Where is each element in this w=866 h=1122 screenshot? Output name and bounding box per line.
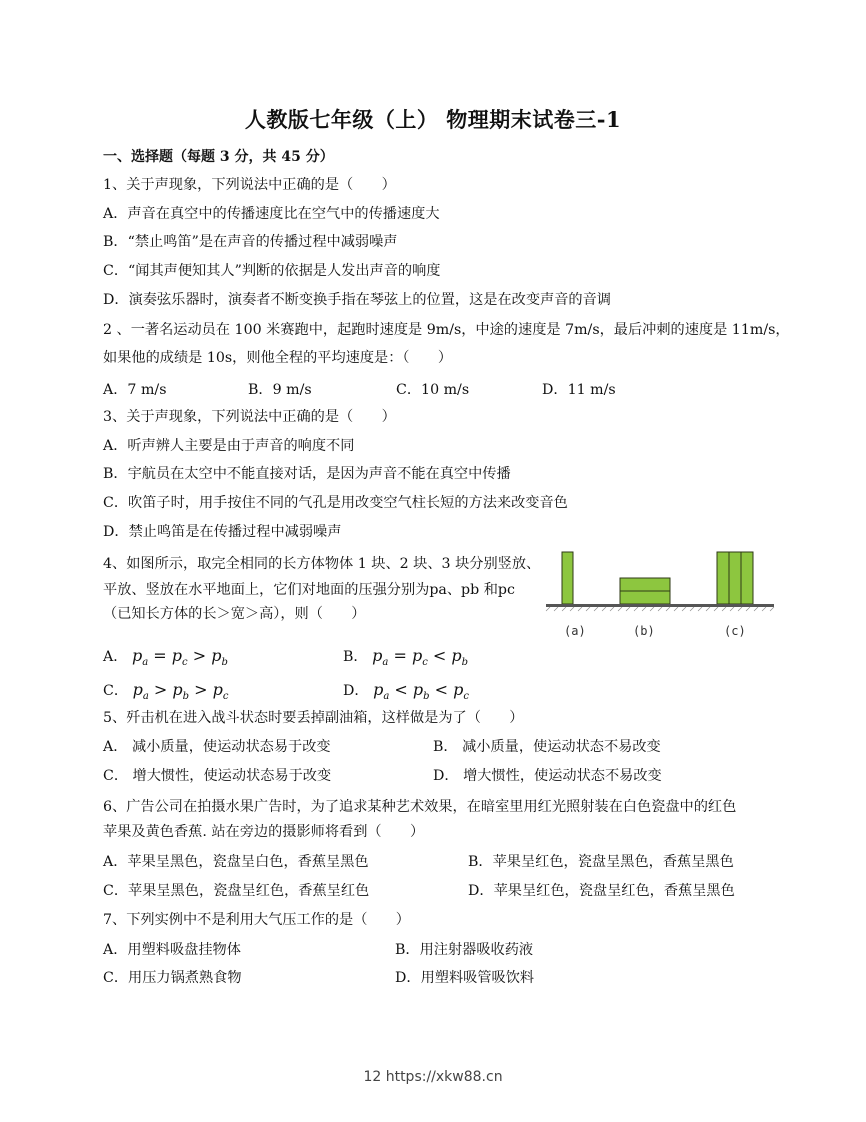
- q3-option-d: D．禁止鸣笛是在传播过程中减弱噪声: [103, 524, 342, 540]
- figure-label-a: (a): [564, 624, 586, 638]
- figure-label-b: (b): [633, 624, 655, 638]
- q1-option-a: A．声音在真空中的传播速度比在空气中的传播速度大: [103, 206, 440, 222]
- q1-option-c: C．“闻其声便知其人”判断的依据是人发出声音的响度: [103, 263, 441, 279]
- q7-option-b: B．用注射器吸收药液: [395, 942, 534, 958]
- q7-option-c: C．用压力锅煮熟食物: [103, 970, 242, 986]
- q1-stem: 1、关于声现象，下列说法中正确的是（ ）: [103, 177, 396, 193]
- q3-option-b: B．宇航员在太空中不能直接对话，是因为声音不能在真空中传播: [103, 466, 511, 482]
- block-c-2: [729, 552, 741, 604]
- q3-option-c: C．吹笛子时，用手按住不同的气孔是用改变空气柱长短的方法来改变音色: [103, 495, 568, 511]
- q4-stem-line1: 4、如图所示，取完全相同的长方体物体 1 块、2 块、3 块分别竖放、: [103, 556, 541, 572]
- q2-stem-line2: 如果他的成绩是 10s，则他全程的平均速度是：（ ）: [103, 350, 453, 366]
- block-a: [562, 552, 573, 604]
- page-title: 人教版七年级（上） 物理期末试卷三-1: [244, 107, 622, 132]
- q4-option-b: B． $p_a = p_c < p_b$: [343, 646, 469, 669]
- q7-option-a: A．用塑料吸盘挂物体: [103, 942, 241, 958]
- q1-option-d: D．演奏弦乐器时，演奏者不断变换手指在琴弦上的位置，这是在改变声音的音调: [103, 292, 611, 308]
- ground-surface: [546, 604, 774, 607]
- q3-option-a: A．听声辨人主要是由于声音的响度不同: [103, 438, 355, 454]
- block-b-bottom: [620, 591, 670, 604]
- page-footer: 12 https://xkw88.cn: [363, 1069, 503, 1085]
- q6-stem-line2: 苹果及黄色香蕉. 站在旁边的摄影师将看到（ ）: [103, 824, 425, 840]
- q6-option-d: D．苹果呈红色，瓷盘呈红色，香蕉呈黑色: [468, 883, 735, 899]
- q5-stem: 5、歼击机在进入战斗状态时要丢掉副油箱，这样做是为了（ ）: [103, 710, 524, 726]
- q2-option-b: B．9 m/s: [248, 382, 312, 398]
- q5-option-a: A． 减小质量，使运动状态易于改变: [103, 739, 331, 755]
- figure-label-c: (c): [724, 624, 746, 638]
- q5-option-c: C． 增大惯性，使运动状态易于改变: [103, 768, 332, 784]
- q2-stem-line1: 2 、一著名运动员在 100 米赛跑中，起跑时速度是 9m/s，中途的速度是 7m/s，最后冲刺的速度是 11m/s，: [103, 322, 790, 338]
- q2-option-d: D．11 m/s: [542, 382, 616, 398]
- q2-option-a: A．7 m/s: [103, 382, 167, 398]
- block-b-top: [620, 578, 670, 591]
- q1-option-b: B．“禁止鸣笛”是在声音的传播过程中减弱噪声: [103, 234, 398, 250]
- q6-option-b: B．苹果呈红色，瓷盘呈黑色，香蕉呈黑色: [468, 854, 734, 870]
- block-c-3: [741, 552, 753, 604]
- q4-option-c: C． $p_a > p_b > p_c$: [103, 680, 229, 703]
- q3-stem: 3、关于声现象，下列说法中正确的是（ ）: [103, 409, 396, 425]
- q2-option-c: C．10 m/s: [396, 382, 470, 398]
- q4-stem-line3: （已知长方体的长＞宽＞高），则（ ）: [103, 606, 366, 622]
- q6-option-c: C．苹果呈黑色，瓷盘呈红色，香蕉呈红色: [103, 883, 370, 899]
- q5-option-b: B． 减小质量，使运动状态不易改变: [433, 739, 661, 755]
- ground-hatching: [546, 607, 774, 611]
- q6-stem-line1: 6、广告公司在拍摄水果广告时，为了追求某种艺术效果，在暗室里用红光照射装在白色瓷盘中的红色: [103, 799, 737, 815]
- q6-option-a: A．苹果呈黑色，瓷盘呈白色，香蕉呈黑色: [103, 854, 369, 870]
- q7-stem: 7、下列实例中不是利用大气压工作的是（ ）: [103, 912, 410, 928]
- q4-stem-line2: 平放、竖放在水平地面上，它们对地面的压强分别为pa、pb 和pc: [103, 582, 515, 598]
- pressure-blocks-figure: [544, 548, 776, 644]
- section-heading: 一、选择题（每题 3 分，共 45 分）: [103, 149, 334, 165]
- block-c-1: [717, 552, 729, 604]
- q4-option-d: D． $p_a < p_b < p_c$: [343, 680, 469, 703]
- q4-option-a: A． $p_a = p_c > p_b$: [103, 646, 228, 669]
- q5-option-d: D． 增大惯性，使运动状态不易改变: [433, 768, 662, 784]
- q7-option-d: D．用塑料吸管吸饮料: [395, 970, 535, 986]
